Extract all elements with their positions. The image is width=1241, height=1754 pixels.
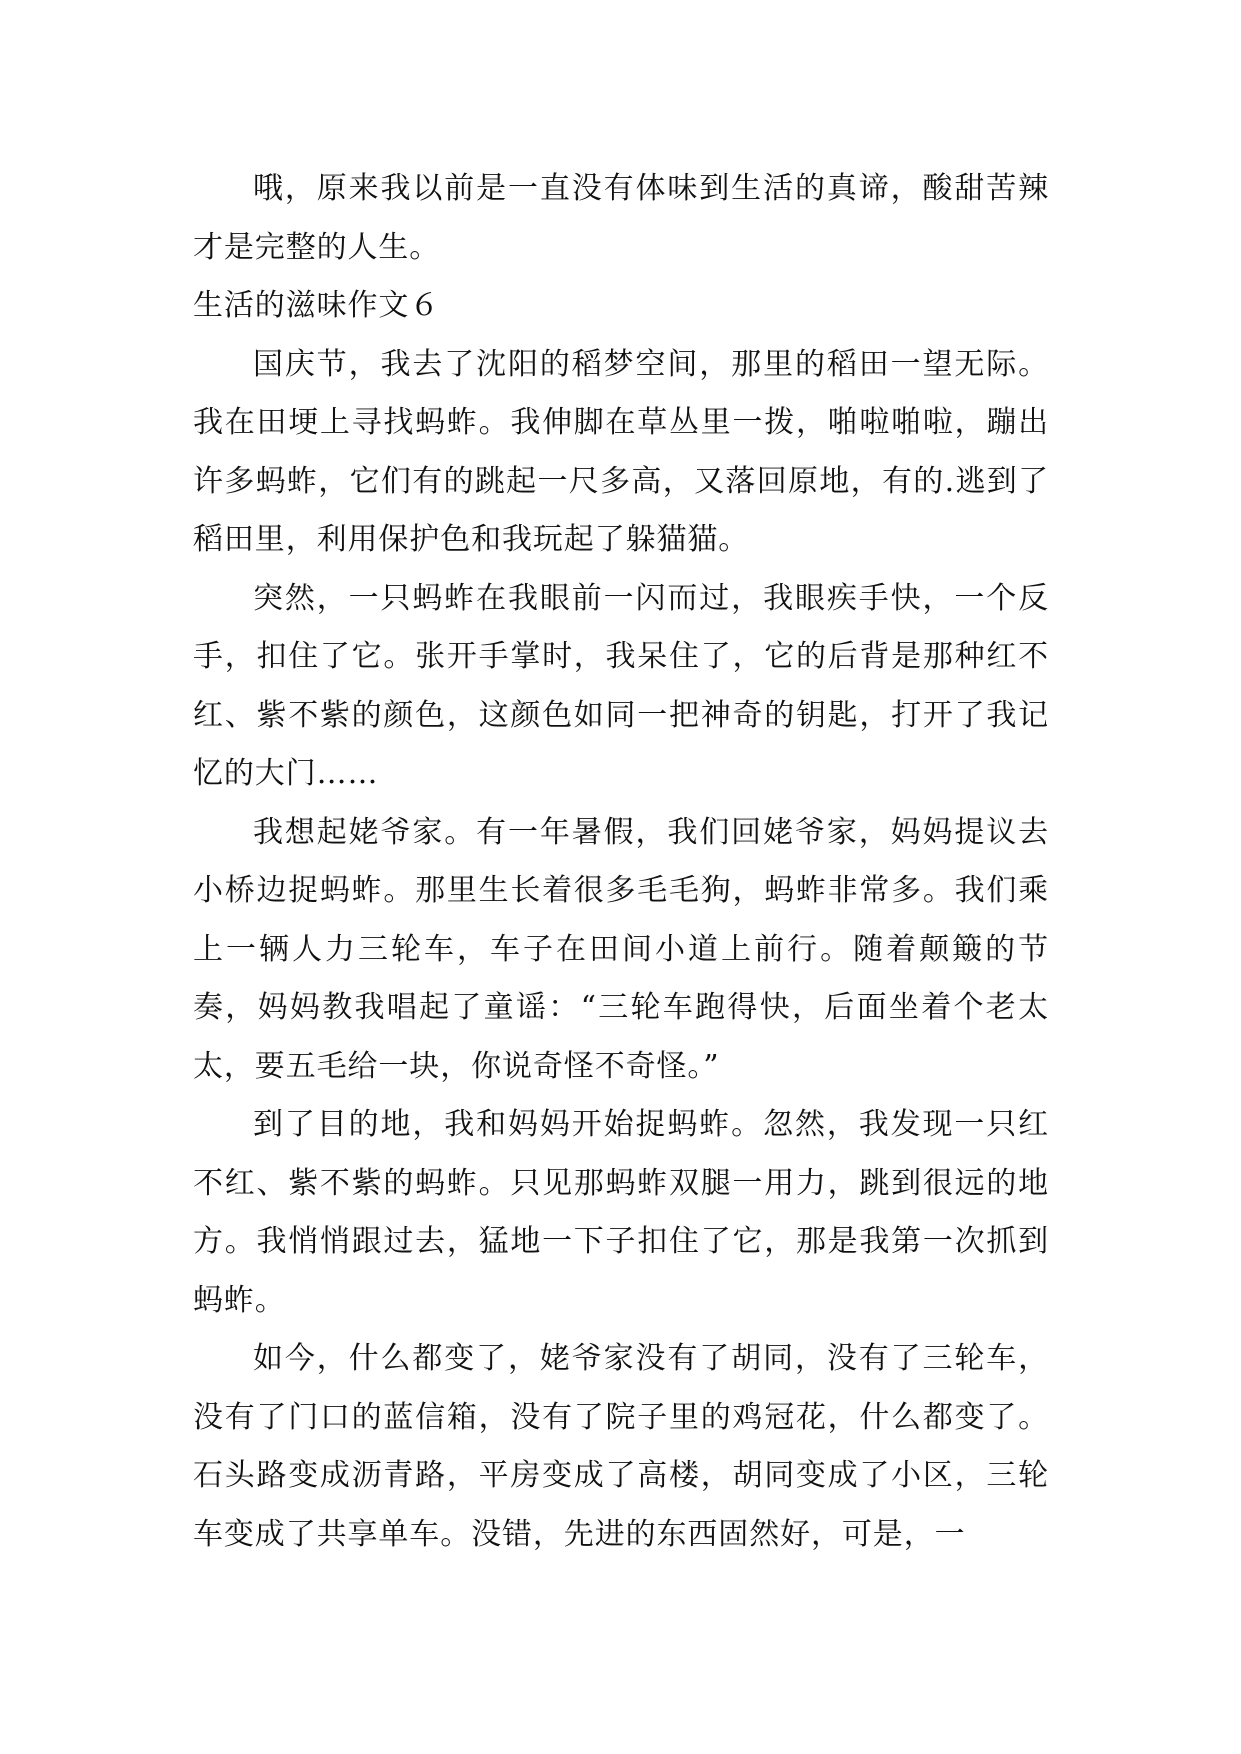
document-body: [193, 160, 1049, 1564]
paragraph-first-catch: 到了目的地，我和妈妈开始捉蚂蚱。忽然，我发现一只红不红、紫不紫的蚂蚱。只见那蚂蚱双腿一用力，跳到很远的地方。我悄悄跟过去，猛地一下子扣住了它，那是我第一次抓到蚂蚱。: [193, 1107, 1049, 1318]
paragraph-everything-changed: 如今，什么都变了，姥爷家没有了胡同，没有了三轮车，没有了门口的蓝信箱，没有了院子里的鸡冠花，什么都变了。石头路变成沥青路，平房变成了高楼，胡同变成了小区，三轮车变成了共享单车。没错，先进的东西固然好，可是，一: [193, 1341, 1049, 1552]
paragraph-memory-grandpa: 我想起姥爷家。有一年暑假，我们回姥爷家，妈妈提议去小桥边捉蚂蚱。那里生长着很多毛毛狗，蚂蚱非常多。我们乘上一辆人力三轮车，车子在田间小道上前行。随着颠簸的节奏，妈妈教我唱起了童谣：“三轮车跑得快，后面坐着个老太太，要五毛给一块，你说奇怪不奇怪。”: [193, 814, 1049, 1084]
essay-heading: 生活的滋味作文６: [193, 288, 441, 323]
paragraph-catch-grasshopper: 突然，一只蚂蚱在我眼前一闪而过，我眼疾手快，一个反手，扣住了它。张开手掌时，我呆住了，它的后背是那种红不红、紫不紫的颜色，这颜色如同一把神奇的钥匙，打开了我记忆的大门……: [193, 580, 1049, 791]
paragraph-intro-ending: 哦，原来我以前是一直没有体味到生活的真谛，酸甜苦辣才是完整的人生。: [193, 171, 1049, 265]
paragraph-national-day: 国庆节，我去了沈阳的稻梦空间，那里的稻田一望无际。我在田埂上寻找蚂蚱。我伸脚在草丛里一拨，啪啦啪啦，蹦出许多蚂蚱，它们有的跳起一尺多高，又落回原地，有的.逃到了稻田里，利用保护色和我玩起了躲猫猫。: [193, 346, 1049, 557]
